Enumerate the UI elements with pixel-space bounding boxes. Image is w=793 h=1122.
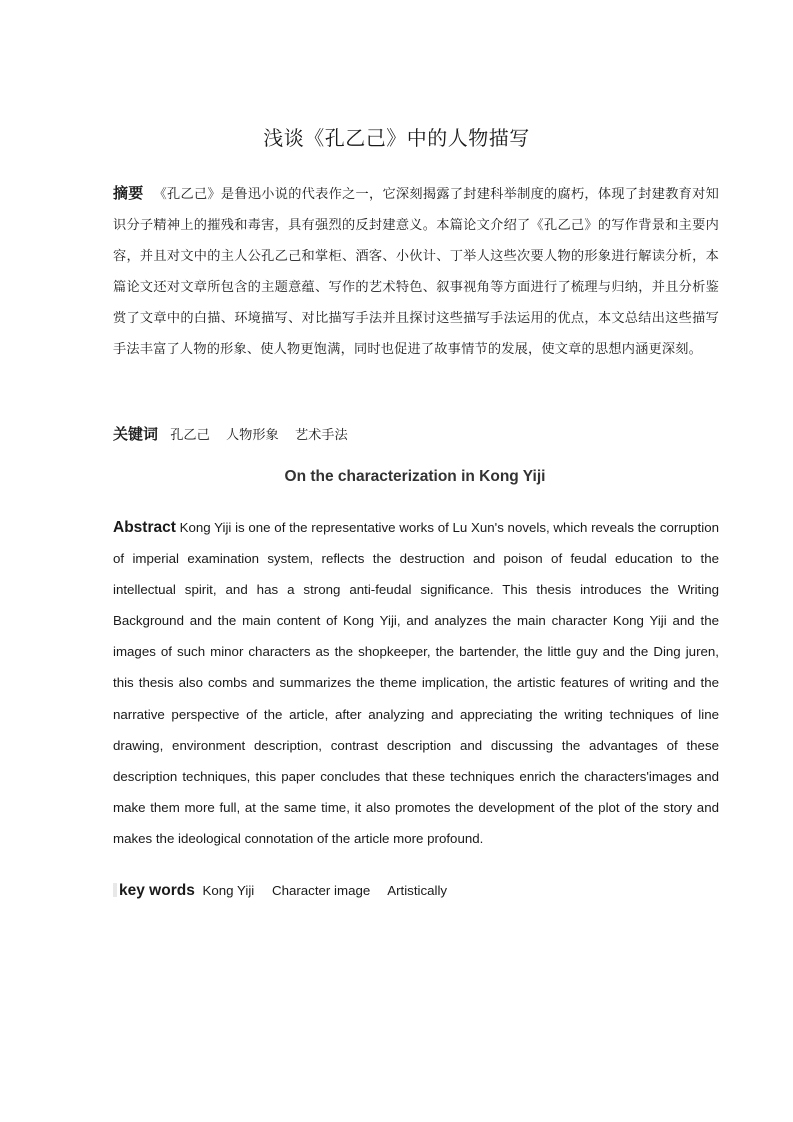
chinese-abstract-text: 《孔乙己》是鲁迅小说的代表作之一，它深刻揭露了封建科举制度的腐朽，体现了封建教育对知识分子精神上的摧残和毒害，具有强烈的反封建意义。本篇论文介绍了《孔乙己》的写作背景和主要内容，并且对文中的主人公孔乙己和掌柜、酒客、小伙计、丁举人这些次要人物的形象进行解读分析，本篇论文还对文章所包含的主题意蕴、写作的艺术特色、叙事视角等方面进行了梳理与归纳，并且分析鉴赏了文章中的白描、环境描写、对比描写手法并且探讨这些描写手法运用的优点，本文总结出这些描写手法丰富了人物的形象、使人物更饱满，同时也促进了故事情节的发展，使文章的思想内涵更深刻。: [113, 187, 719, 357]
english-abstract-text: Kong Yiji is one of the representative works of Lu Xun's novels, which reveals the corruption of imperial examination system, reflects the destruction and poison of feudal education to the intellectual spirit, and has a strong anti-feudal significance. This thesis introduces the Writing Background and the main content of Kong Yiji, and analyzes the main character Kong Yiji and the images of such minor characters as the shopkeeper, the bartender, the little guy and the Ding juren, this thesis also combs and summarizes the theme implication, the artistic features of writing and the narrative perspective of the article, after analyzing and appreciating the writing techniques of line drawing, environment description, contrast description and discussing the advantages of these description techniques, this paper concludes that these techniques enrich the characters'images and make them more full, at the same time, it also promotes the development of the plot of the story and makes the ideological connotation of the article more profound.: [113, 520, 719, 846]
english-abstract-label: Abstract: [113, 519, 176, 536]
chinese-keywords: [113, 420, 719, 450]
english-keywords: [113, 877, 719, 905]
chinese-keyword: 人物形象: [225, 428, 279, 443]
chinese-abstract: [113, 178, 719, 365]
english-keywords-label: key words: [119, 882, 195, 899]
chinese-title: 浅谈《孔乙己》中的人物描写: [263, 126, 530, 150]
chinese-keywords-label: 关键词: [113, 425, 159, 443]
english-title: On the characterization in Kong Yiji: [284, 468, 546, 485]
english-keyword: Artistically: [387, 883, 448, 898]
chinese-keyword: 艺术手法: [294, 428, 348, 443]
chinese-abstract-label: 摘要: [113, 184, 144, 202]
chinese-keyword: 孔乙己: [170, 428, 210, 443]
english-keyword: Character image: [271, 883, 371, 898]
paragraph-marker: [113, 883, 117, 897]
english-abstract: [113, 512, 719, 854]
english-keyword: Kong Yiji: [202, 883, 255, 898]
